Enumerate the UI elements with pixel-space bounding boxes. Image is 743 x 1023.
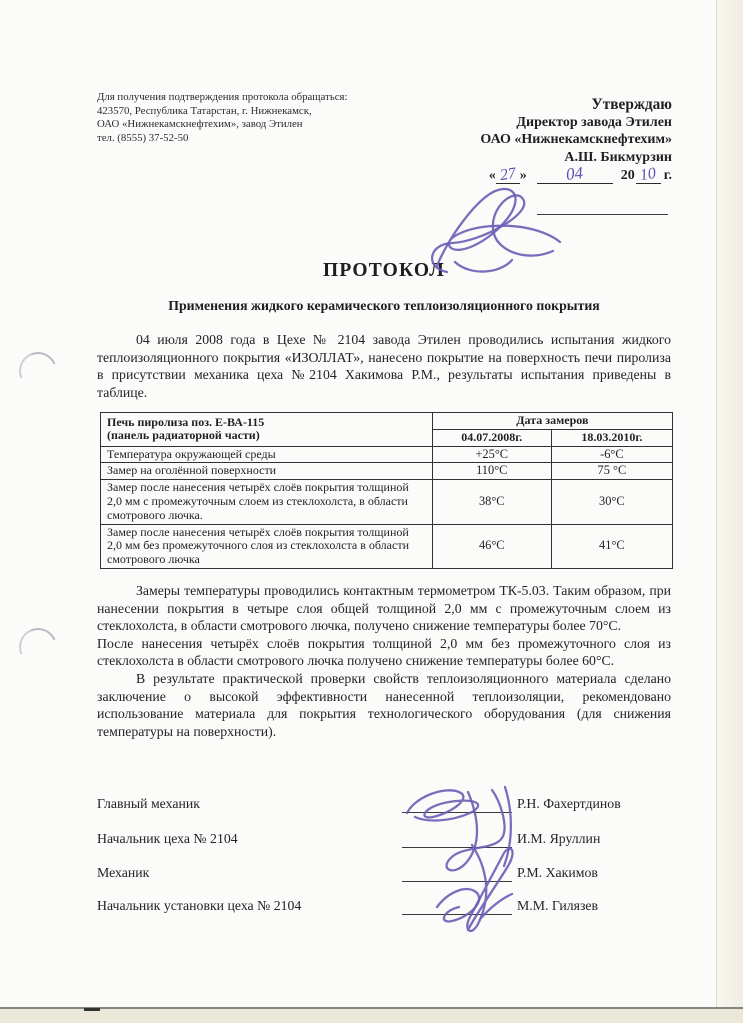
value-2010: -6°С — [551, 446, 672, 463]
value-2008: 38°С — [432, 480, 551, 524]
paragraph-conclusion: В результате практической проверки свойств теплоизоляционного материала сделано заключение о высокой эффективности нанесенной теплоизоляции, рекомендовано использование материала для покрытия технологического оборудования (для снижения температуры на поверхности). — [97, 670, 671, 739]
contact-line: тел. (8555) 37-52-50 — [97, 131, 189, 144]
furnace-label-line1: Печь пиролиза поз. Е-ВА-115 — [107, 414, 265, 429]
contact-block — [97, 91, 348, 145]
approval-line: ОАО «Нижнекамскнефтехим» — [480, 132, 672, 148]
year-prefix: 20 — [620, 168, 635, 184]
signatory-role: Начальник установки цеха № 2104 — [97, 898, 302, 913]
date-column-header: 18.03.2010г. — [551, 429, 672, 446]
approval-block — [480, 96, 672, 185]
table-corner-cell — [101, 413, 433, 447]
signatory-role: Главный механик — [97, 796, 200, 811]
contact-line: 423570, Республика Татарстан, г. Нижнекамск, — [97, 104, 312, 117]
page-title: ПРОТОКОЛ — [322, 260, 446, 281]
value-2008: +25°С — [432, 446, 551, 463]
approval-line: А.Ш. Бикмурзин — [564, 149, 672, 165]
signatory-name: Р.Н. Фахертдинов — [517, 796, 621, 811]
date-suffix: г. — [663, 168, 672, 184]
table-row — [101, 480, 673, 524]
signatory-name: М.М. Гилязев — [517, 898, 599, 913]
table-header-row — [101, 413, 673, 430]
date-column-header: 04.07.2008г. — [432, 429, 551, 446]
approval-title: Утверждаю — [591, 96, 672, 113]
dates-group-header: Дата замеров — [432, 413, 672, 430]
open-quote: « — [488, 168, 496, 184]
signatory-name: И.М. Яруллин — [517, 831, 601, 846]
signatory-row — [97, 898, 673, 920]
signature-line — [402, 812, 512, 813]
scanner-edge-strip — [716, 0, 743, 1023]
signatory-name: Р.М. Хакимов — [517, 865, 598, 880]
director-signature-line — [537, 214, 668, 215]
approval-line: Директор завода Этилен — [516, 114, 672, 130]
row-label: Замер после нанесения четырёх слоёв покрытия толщиной 2,0 мм с промежуточным слоем из стеклохолста, в области смотрового лючка. — [101, 480, 433, 524]
signature-line — [402, 881, 512, 882]
row-label: Замер на оголённой поверхности — [101, 463, 433, 480]
paragraph-measurements: Замеры температуры проводились контактным термометром ТК-5.03. Таким образом, при нанесении покрытия в четыре слоя общей толщиной 2,0 мм с промежуточным слоем из стеклохолста, в области смотрового лючка, получено снижение температуры более 70°С. — [97, 583, 671, 634]
signature-line — [402, 847, 512, 848]
approval-date-line — [480, 163, 672, 185]
measurements-table — [100, 412, 673, 569]
signatory-row — [97, 865, 673, 887]
value-2010: 41°С — [551, 524, 672, 568]
signatory-role: Начальник цеха № 2104 — [97, 831, 238, 846]
conclusion-paragraphs — [97, 582, 671, 740]
signature-line — [402, 914, 512, 915]
punch-hole-arc — [13, 622, 62, 671]
scanner-bottom-strip — [0, 1009, 743, 1023]
paragraph-no-interlayer: После нанесения четырёх слоёв покрытия толщиной 2,0 мм без промежуточного слоя из стеклохолста в области смотрового лючка получено снижение температуры более 60°С. — [97, 635, 671, 669]
handwritten-year: 10 — [638, 165, 658, 185]
row-label: Замер после нанесения четырёх слоёв покрытия толщиной 2,0 мм без промежуточного слоя из стеклохолста в области смотрового лючка — [101, 524, 433, 568]
contact-line: ОАО «Нижнекамскнефтехим», завод Этилен — [97, 118, 303, 131]
signatory-role: Механик — [97, 865, 150, 880]
value-2008: 110°С — [432, 463, 551, 480]
close-quote: » — [519, 168, 527, 184]
value-2008: 46°С — [432, 524, 551, 568]
paragraph-intro: 04 июля 2008 года в Цехе № 2104 завода Этилен проводились испытания жидкого теплоизоляционного покрытия «ИЗОЛЛАТ», нанесено покрытие на поверхность печи пиролиза в присутствии механика цеха №2104 Хакимова Р.М., результаты испытания приведены в таблице. — [97, 332, 671, 400]
handwritten-day: 27 — [498, 165, 517, 185]
value-2010: 30°С — [551, 480, 672, 524]
punch-hole-arc — [13, 346, 62, 395]
page-subtitle: Применения жидкого керамического теплоизоляционного покрытия — [168, 298, 600, 313]
table-row — [101, 524, 673, 568]
row-label: Температура окружающей среды — [101, 446, 433, 463]
scanner-bottom-mark — [84, 1008, 100, 1011]
handwritten-month: 04 — [565, 163, 585, 185]
value-2010: 75 °С — [551, 463, 672, 480]
furnace-label-line2: (панель радиаторной части) — [107, 428, 260, 443]
table-row — [101, 463, 673, 480]
signatory-row — [97, 796, 673, 818]
table-row — [101, 446, 673, 463]
contact-line: Для получения подтверждения протокола обращаться: — [97, 91, 348, 103]
signatory-row — [97, 831, 673, 853]
